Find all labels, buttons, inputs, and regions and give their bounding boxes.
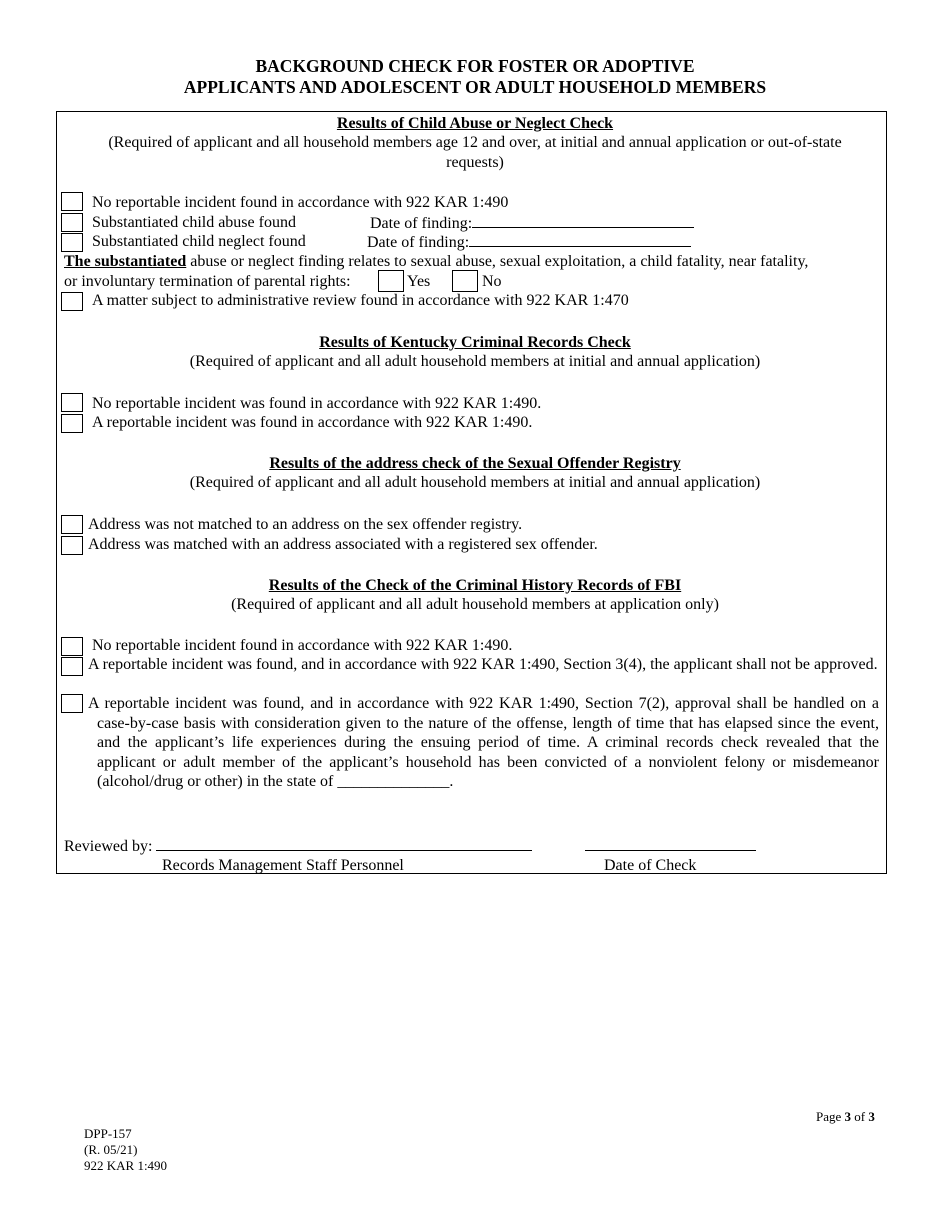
section-fbi-heading: Results of the Check of the Criminal History Records of FBI bbox=[268, 577, 682, 594]
parental-rights-yes-label: Yes bbox=[407, 273, 431, 290]
staff-caption: Records Management Staff Personnel bbox=[162, 857, 404, 874]
abuse-date-line[interactable] bbox=[472, 213, 694, 228]
substantiated-statement bbox=[64, 252, 808, 271]
date-of-check-line[interactable] bbox=[585, 836, 756, 851]
fbi-not-approved-label: A reportable incident was found, and in accordance with 922 KAR 1:490, Section 3(4), the applicant shall not be approved. bbox=[88, 656, 878, 673]
admin-review-checkbox[interactable] bbox=[61, 292, 83, 311]
page-total: 3 bbox=[868, 1109, 875, 1124]
parental-rights-no-checkbox[interactable] bbox=[452, 270, 478, 292]
substantiated-rest: abuse or neglect finding relates to sexual abuse, sexual exploitation, a child fatality, near fatality, bbox=[186, 253, 809, 270]
section-sex-offender-requirement: (Required of applicant and all adult household members at initial and annual application) bbox=[189, 474, 761, 491]
page-number bbox=[816, 1109, 875, 1125]
form-title bbox=[0, 56, 950, 98]
section-child-abuse-requirement-1: (Required of applicant and all household members age 12 and over, at initial and annual application or out-of-state bbox=[108, 134, 842, 151]
title-line-1: BACKGROUND CHECK FOR FOSTER OR ADOPTIVE bbox=[255, 56, 695, 76]
substantiated-bold: The substantiated bbox=[64, 253, 187, 270]
fbi-case-by-case-checkbox[interactable] bbox=[61, 694, 83, 713]
reviewed-by-field[interactable] bbox=[64, 836, 532, 856]
page-current: 3 bbox=[844, 1109, 852, 1124]
address-not-matched-checkbox[interactable] bbox=[61, 515, 83, 534]
date-of-check-field[interactable] bbox=[585, 836, 756, 856]
ky-incident-found-label: A reportable incident was found in accordance with 922 KAR 1:490. bbox=[92, 414, 533, 431]
section-sex-offender-heading: Results of the address check of the Sexual Offender Registry bbox=[269, 455, 681, 472]
section-ky-criminal-requirement: (Required of applicant and all adult household members at initial and annual application) bbox=[189, 353, 761, 370]
abuse-found-label: Substantiated child abuse found bbox=[92, 214, 296, 231]
section-ky-criminal-heading: Results of Kentucky Criminal Records Check bbox=[319, 334, 631, 351]
neglect-date-line[interactable] bbox=[469, 232, 691, 247]
neglect-found-checkbox[interactable] bbox=[61, 233, 83, 252]
abuse-date-label: Date of finding: bbox=[370, 215, 473, 232]
page-of: of bbox=[851, 1109, 869, 1124]
title-line-2: APPLICANTS AND ADOLESCENT OR ADULT HOUSEHOLD MEMBERS bbox=[183, 77, 767, 97]
form-revision: (R. 05/21) bbox=[84, 1142, 138, 1157]
section-child-abuse-requirement-2: requests) bbox=[446, 154, 504, 171]
ky-incident-found-checkbox[interactable] bbox=[61, 414, 83, 433]
form-id: DPP-157 bbox=[84, 1126, 132, 1141]
neglect-found-label: Substantiated child neglect found bbox=[92, 233, 306, 250]
ky-no-incident-label: No reportable incident was found in accordance with 922 KAR 1:490. bbox=[92, 395, 542, 412]
parental-rights-text: or involuntary termination of parental rights: bbox=[64, 273, 351, 290]
section-fbi-requirement: (Required of applicant and all adult household members at application only) bbox=[231, 596, 719, 613]
ky-no-incident-checkbox[interactable] bbox=[61, 393, 83, 412]
form-regulation: 922 KAR 1:490 bbox=[84, 1158, 168, 1173]
address-matched-checkbox[interactable] bbox=[61, 536, 83, 555]
section-child-abuse-heading: Results of Child Abuse or Neglect Check bbox=[336, 115, 614, 132]
abuse-date-field[interactable] bbox=[370, 213, 694, 233]
reviewed-by-label: Reviewed by: bbox=[64, 838, 153, 855]
neglect-date-label: Date of finding: bbox=[367, 234, 470, 251]
neglect-date-field[interactable] bbox=[367, 232, 691, 252]
fbi-no-incident-checkbox[interactable] bbox=[61, 637, 83, 656]
address-matched-label: Address was matched with an address associated with a registered sex offender. bbox=[88, 536, 598, 553]
date-caption: Date of Check bbox=[604, 857, 697, 874]
no-abuse-incident-checkbox[interactable] bbox=[61, 192, 83, 211]
no-abuse-incident-label: No reportable incident found in accordance with 922 KAR 1:490 bbox=[92, 194, 509, 211]
reviewer-signature-line[interactable] bbox=[156, 836, 532, 851]
admin-review-label: A matter subject to administrative review found in accordance with 922 KAR 1:470 bbox=[92, 292, 629, 309]
parental-rights-no-label: No bbox=[482, 273, 502, 290]
fbi-case-by-case-label: A reportable incident was found, and in accordance with 922 KAR 1:490, Section 7(2), approval shall be handled on a case-by-case basis with consideration given to the nature of the offense, length of time that has elapsed since the event, and the applicant’s life experiences during the ensuing period of time. A criminal records check revealed that the applicant or adult member of the applicant’s household has been convicted of a nonviolent felony or misdemeanor (alcohol/drug or other) in the state of ______________. bbox=[88, 695, 879, 791]
fbi-not-approved-checkbox[interactable] bbox=[61, 657, 83, 676]
address-not-matched-label: Address was not matched to an address on the sex offender registry. bbox=[88, 516, 523, 533]
fbi-no-incident-label: No reportable incident found in accordance with 922 KAR 1:490. bbox=[92, 637, 513, 654]
parental-rights-yes-checkbox[interactable] bbox=[378, 270, 404, 292]
abuse-found-checkbox[interactable] bbox=[61, 213, 83, 232]
page-prefix: Page bbox=[816, 1109, 845, 1124]
